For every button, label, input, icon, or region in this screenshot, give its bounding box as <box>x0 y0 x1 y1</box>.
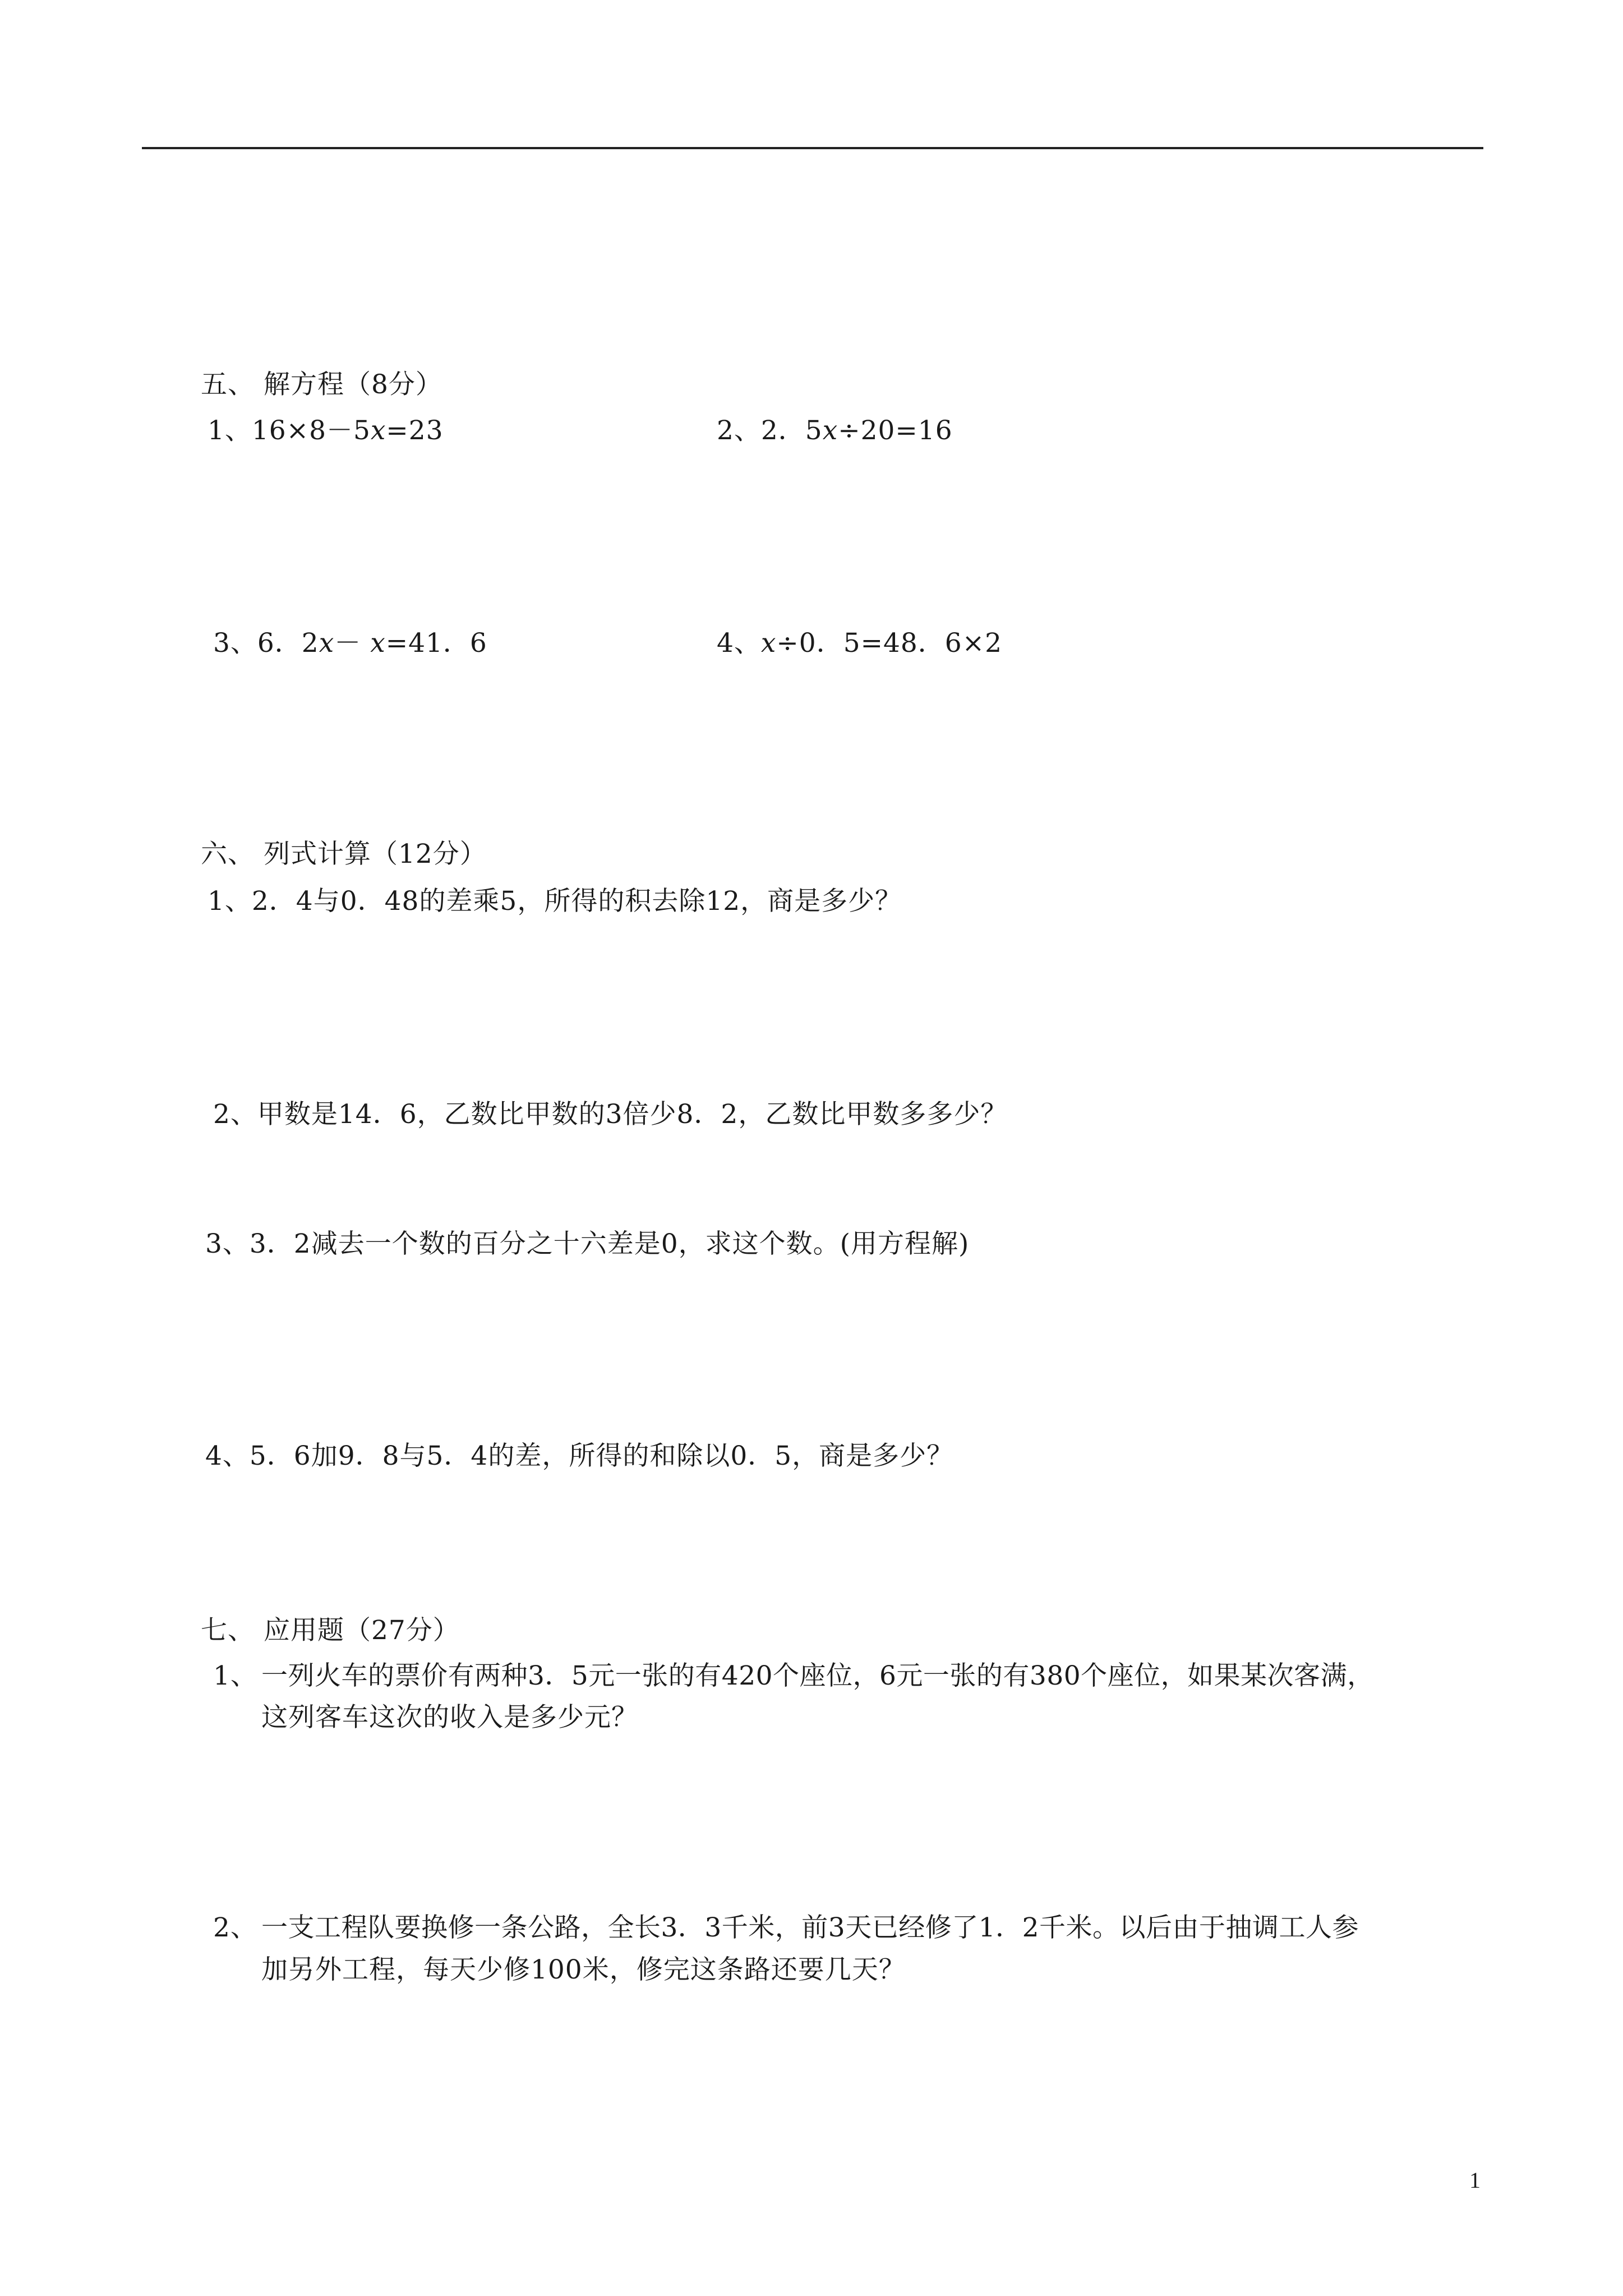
equation-1: 1、16×8－5x=23 <box>208 415 444 446</box>
calc-question-1: 1、2．4与0．48的差乘5，所得的积去除12，商是多少？ <box>208 886 902 917</box>
calc-question-3: 3、3．2减去一个数的百分之十六差是0，求这个数。(用方程解) <box>205 1228 970 1259</box>
word-problem-2-line-1: 一支工程队要换修一条公路，全长3．3千米，前3天已经修了1．2千米。以后由于抽调工人参 <box>261 1912 1359 1943</box>
page-number: 1 <box>1469 2168 1481 2193</box>
equation-2: 2、2．5x÷20=16 <box>717 415 953 446</box>
section-6-heading: 六、 列式计算（12分） <box>201 839 487 869</box>
calc-question-4: 4、5．6加9．8与5．4的差，所得的和除以0．5，商是多少？ <box>205 1441 954 1471</box>
word-problem-1-line-1: 一列火车的票价有两种3．5元一张的有420个座位，6元一张的有380个座位，如果某次客满， <box>261 1660 1374 1691</box>
word-problem-1-number: 1、 <box>213 1660 257 1691</box>
word-problem-1-line-2: 这列客车这次的收入是多少元？ <box>261 1702 638 1733</box>
equation-4: 4、x÷0．5=48．6×2 <box>717 628 1002 659</box>
equation-3: 3、6．2x－ x=41．6 <box>213 628 487 659</box>
word-problem-2-number: 2、 <box>213 1912 257 1943</box>
word-problem-2-line-2: 加另外工程，每天少修100米，修完这条路还要几天？ <box>261 1954 906 1985</box>
header-rule <box>142 147 1483 149</box>
calc-question-2: 2、甲数是14．6，乙数比甲数的3倍少8．2，乙数比甲数多多少？ <box>213 1099 1008 1130</box>
section-5-heading: 五、 解方程（8分） <box>201 369 442 400</box>
section-7-heading: 七、 应用题（27分） <box>201 1615 460 1646</box>
